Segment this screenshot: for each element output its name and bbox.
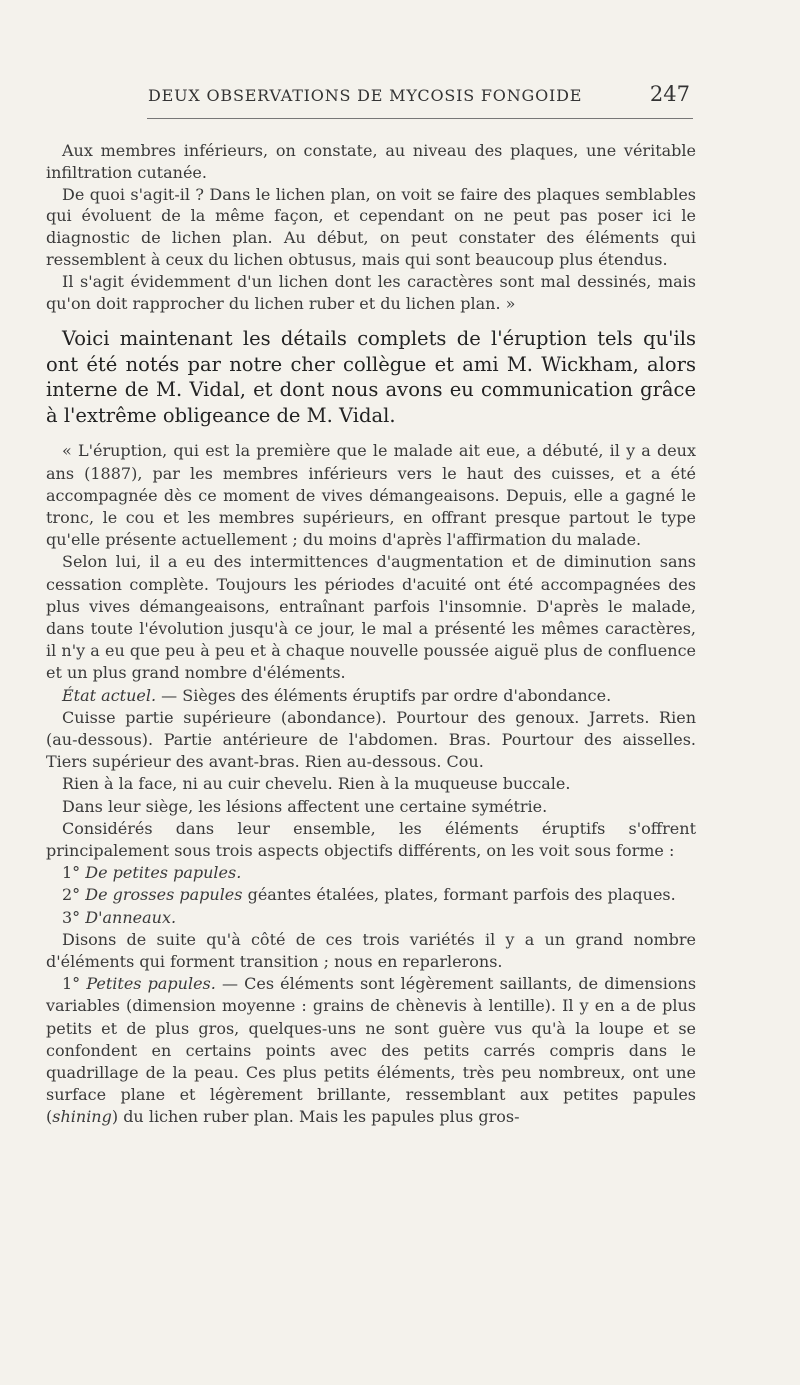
quote-paragraph: Rien à la face, ni au cuir chevelu. Rien à la muqueuse buccale. xyxy=(62,774,571,794)
main-section xyxy=(46,326,696,428)
list-label: D'anneaux. xyxy=(85,907,177,927)
list-label: De petites papules. xyxy=(85,863,242,883)
running-header xyxy=(148,82,690,112)
list-label: De grosses papules xyxy=(85,885,243,905)
intro-section xyxy=(46,140,696,314)
section-label: État actuel. xyxy=(62,685,157,705)
section-text: — Ces éléments sont légèrement saillants, de dimensions variables (dimension moyenne : grains de chènevis à lentille). Il y en a de plus petits et de plus gros, quelques-uns ne sont guère vus qu'à la loupe et se confondent en certains points avec des petits carrés compris dans le quadrillage de la peau. Ces plus petits éléments, très peu nombreux, ont une surface plane et légèrement brillante, ressemblant aux petites papules ( xyxy=(46,974,697,1127)
quoted-observation xyxy=(46,440,696,1128)
page-body xyxy=(46,140,696,1129)
list-number: 2° xyxy=(62,885,86,905)
list-number: 1° xyxy=(62,974,87,994)
list-item xyxy=(46,862,696,884)
list-text: géantes étalées, plates, formant parfois des plaques. xyxy=(242,885,676,905)
intro-paragraph: Il s'agit évidemment d'un lichen dont les caractères sont mal dessinés, mais qu'on doit rapprocher du lichen ruber et du lichen plan. » xyxy=(46,271,696,313)
header-rule xyxy=(147,118,693,119)
quote-paragraph: Considérés dans leur ensemble, les éléments éruptifs s'offrent principalement sous trois aspects objectifs différents, on les voit sous forme : xyxy=(46,818,696,861)
list-number: 1° xyxy=(62,863,86,883)
quote-paragraph: Selon lui, il a eu des intermittences d'augmentation et de diminution sans cessation complète. Toujours les périodes d'acuité ont été accompagnées des plus vives démangeaisons, entraînant parfois l'insomnie. D'après le malade, dans toute l'évolution jusqu'à ce jour, le mal a présenté les mêmes caractères, il n'y a eu que peu à peu et à chaque nouvelle poussée aiguë plus de confluence et un plus grand nombre d'éléments. xyxy=(46,552,696,683)
section-text: ) du lichen ruber plan. Mais les papules plus gros- xyxy=(111,1107,520,1127)
section-label: Petites papules. xyxy=(86,974,216,994)
main-paragraph: Voici maintenant les détails complets de l'éruption tels qu'ils ont été notés par notre cher collègue et ami M. Wickham, alors interne de M. Vidal, et dont nous avons eu communication grâce à l'extrême obligeance de M. Vidal. xyxy=(46,327,696,427)
quote-paragraph: « L'éruption, qui est la première que le malade ait eue, a débuté, il y a deux ans (1887), par les membres inférieurs vers le haut des cuisses, et a été accompagnée dès ce moment de vives démangeaisons. Depuis, elle a gagné le tronc, le cou et les membres supérieurs, en offrant presque partout le type qu'elle présente actuellement ; du moins d'après l'affirmation du malade. xyxy=(46,441,696,550)
quote-paragraph: Disons de suite qu'à côté de ces trois variétés il y a un grand nombre d'éléments qui forment transition ; nous en reparlerons. xyxy=(46,929,696,972)
quote-paragraph xyxy=(46,685,696,707)
intro-paragraph: De quoi s'agit-il ? Dans le lichen plan, on voit se faire des plaques semblables qui évoluent de la même façon, et cependant on ne peut pas poser ici le diagnostic de lichen plan. Au début, on peut constater des éléments qui ressemblent à ceux du lichen obtusus, mais qui sont beaucoup plus étendus. xyxy=(46,184,696,269)
list-number: 3° xyxy=(62,907,86,927)
quote-paragraph xyxy=(46,973,696,1128)
running-title: DEUX OBSERVATIONS DE MYCOSIS FONGOIDE xyxy=(148,86,583,105)
english-term: shining xyxy=(52,1107,112,1127)
list-item xyxy=(46,907,696,929)
section-text: — Sièges des éléments éruptifs par ordre d'abondance. xyxy=(156,685,612,705)
intro-paragraph: Aux membres inférieurs, on constate, au niveau des plaques, une véritable infiltration cutanée. xyxy=(46,141,696,182)
quote-paragraph: Dans leur siège, les lésions affectent une certaine symétrie. xyxy=(62,796,548,816)
page-number: 247 xyxy=(649,82,690,106)
list-item xyxy=(46,884,696,906)
quote-paragraph: Cuisse partie supérieure (abondance). Pourtour des genoux. Jarrets. Rien (au-dessous). Partie antérieure de l'abdomen. Bras. Pourtour des aisselles. Tiers supérieur des avant-bras. Rien au-dessous. Cou. xyxy=(46,707,696,772)
